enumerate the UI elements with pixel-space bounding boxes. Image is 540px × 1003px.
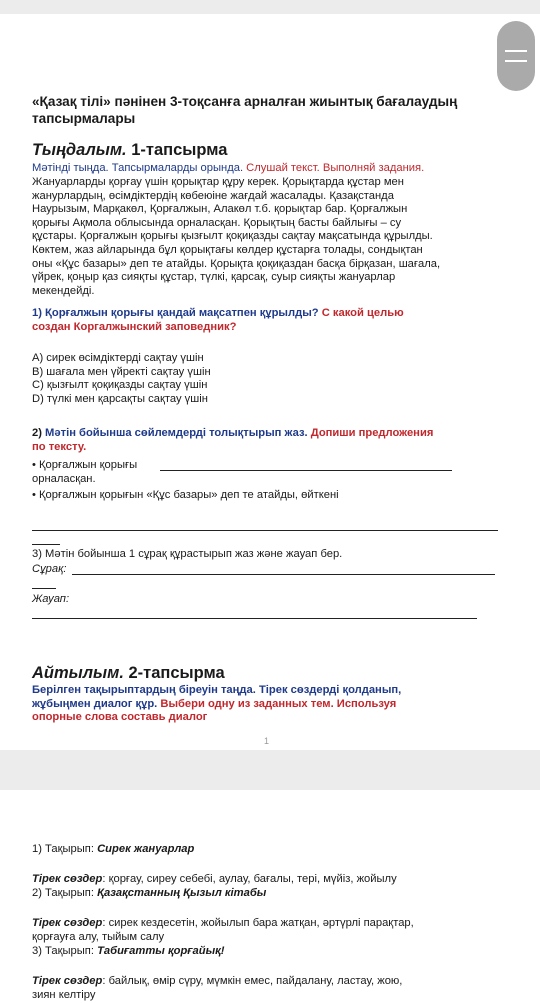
- topic-3: 3) Тақырып: Табиғатты қорғайық!: [32, 945, 225, 957]
- page-number: 1: [264, 736, 270, 746]
- task2-heading: Айтылым. 2-тапсырма: [32, 664, 225, 682]
- topic-1-words: Тірек сөздер: қорғау, сиреу себебі, аулау, бағалы, тері, мүйіз, жойылу: [32, 873, 397, 885]
- task1-heading: Тыңдалым. 1-тапсырма: [32, 141, 228, 159]
- topic-3-words: Тірек сөздер: байлық, өмір сүру, мүмкін емес, пайдалану, ластау, жою, зиян келтіру: [32, 975, 403, 1001]
- q2-bullet-2: • Қорғалжын қорығын «Құс базары» деп те атайды, өйткені: [32, 489, 339, 501]
- task1-text: Жануарларды қорғау үшін қорықтар құру керек. Қорықтарда құстар мен жанурлардың, өсімдіктердің көбеюіне жағдай жасалады. Қазақстанда Наурызым, Марқакөл, Қорғалжын, Алакөл т.б. қорықтар бар. Қорғалжын қорығы Ақмола облысында орналасқан. Қорықтың басты байлығы – су құстары. Қорғалжын қорығы қызғылт қоқиқазды сақтау мақсатында құрылды. Көктем, жаз айларында бұл қорықтағы көлдер құстарға толады, сондықтан оны «Құс базары» деп те атайды. Қорықта қоқиқаздан басқа бірқазан, шағала, үйрек, қоңыр қаз сияқты құстар, түлкі, қарсақ, суыр сияқты жануарлар мекендейді.: [32, 176, 441, 297]
- question-1: 1) Қорғалжын қорығы қандай мақсатпен құрылды? С какой целью создан Коргалжынский заповедник?: [32, 307, 404, 333]
- topic-2-words: Тірек сөздер: сирек кездесетін, жойылып бара жатқан, әртүрлі парақтар, қорғауға алу, тыйым салу: [32, 917, 414, 943]
- q3-answer-label: Жауап:: [32, 593, 70, 605]
- option-c: C) қызғылт қоқиқазды сақтау үшін: [32, 379, 208, 392]
- document-title: «Қазақ тілі» пәнінен 3-тоқсанға арналған жиынтық бағалаудың тапсырмалары: [32, 94, 458, 126]
- document-page-1: [0, 14, 540, 750]
- question-2: 2) Мәтін бойынша сөйлемдерді толықтырып жаз. Допиши предложения по тексту.: [32, 427, 434, 453]
- option-d: D) түлкі мен қарсақты сақтау үшін: [32, 392, 208, 405]
- q3-question-line: [72, 574, 495, 575]
- q3-question-line-2: [32, 588, 56, 589]
- q3-answer-line: [32, 618, 477, 619]
- q2-answer-line-1: [160, 470, 452, 471]
- task1-instruction: Мәтінді тыңда. Тапсырмаларды орында. Слушай текст. Выполняй задания.: [32, 162, 425, 174]
- menu-button[interactable]: [497, 21, 535, 91]
- hamburger-menu-icon: [505, 50, 527, 62]
- task2-instruction: Берілген тақырыптардың біреуін таңда. Тірек сөздерді қолданып, жұбыңмен диалог құр. Выбери одну из заданных тем. Используя опорные слова составь диалог: [32, 684, 402, 724]
- topic-2: 2) Тақырып: Қазақстанның Қызыл кітабы: [32, 887, 267, 899]
- question-1-options: [32, 352, 211, 406]
- topic-1: 1) Тақырып: Сирек жануарлар: [32, 843, 195, 855]
- q2-answer-line-3: [32, 544, 60, 545]
- question-3: 3) Мәтін бойынша 1 сұрақ құрастырып жаз және жауап бер.: [32, 548, 343, 560]
- document-page-2: [0, 790, 540, 1003]
- q2-bullet-1: • Қорғалжын қорығы: [32, 459, 138, 471]
- option-a: A) сирек өсімдіктерді сақтау үшін: [32, 352, 204, 364]
- q2-bullet-1-end: орналасқан.: [32, 473, 96, 485]
- q3-question-label: Сұрақ:: [32, 563, 67, 575]
- option-b: B) шағала мен үйректі сақтау үшін: [32, 365, 211, 378]
- q2-answer-line-2: [32, 530, 498, 531]
